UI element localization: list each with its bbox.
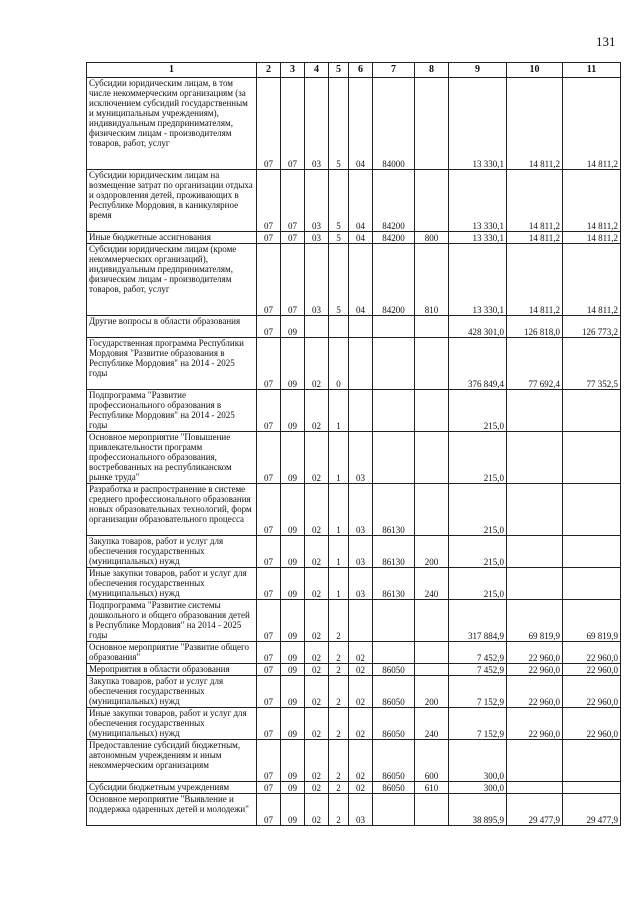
column-header-7: 7: [373, 63, 415, 78]
cell-program: 02: [305, 432, 329, 484]
cell-program: 02: [305, 664, 329, 676]
cell-program: 03: [305, 232, 329, 244]
cell-amount-2025: 22 960,0: [563, 676, 621, 708]
row-description: Мероприятия в области образования: [87, 664, 257, 676]
row-description: Закупка товаров, работ и услуг для обеспечения государственных (муниципальных) нужд: [87, 536, 257, 568]
cell-amount-2023: 13 330,1: [449, 232, 507, 244]
cell-measure: 02: [349, 782, 373, 794]
cell-subsection: 09: [281, 338, 305, 390]
cell-expense-type: [415, 170, 449, 232]
cell-expense-type: [415, 600, 449, 642]
cell-section: 07: [257, 338, 281, 390]
cell-section: 07: [257, 536, 281, 568]
cell-amount-2025: 22 960,0: [563, 642, 621, 664]
cell-subprogram: 2: [329, 642, 349, 664]
header-row: [87, 63, 621, 78]
cell-program: 02: [305, 676, 329, 708]
cell-amount-2024: [507, 484, 563, 536]
cell-target-item: [373, 316, 415, 338]
cell-subsection: 09: [281, 708, 305, 740]
cell-target-item: 86130: [373, 484, 415, 536]
table-row: [87, 244, 621, 316]
table-row: [87, 740, 621, 782]
cell-expense-type: [415, 338, 449, 390]
cell-target-item: 86050: [373, 708, 415, 740]
cell-measure: [349, 600, 373, 642]
table-row: [87, 642, 621, 664]
column-header-5: 5: [329, 63, 349, 78]
cell-section: 07: [257, 782, 281, 794]
table-row: [87, 568, 621, 600]
cell-subsection: 09: [281, 316, 305, 338]
column-header-8: 8: [415, 63, 449, 78]
cell-measure: 03: [349, 568, 373, 600]
row-description: Закупка товаров, работ и услуг для обеспечения государственных (муниципальных) нужд: [87, 676, 257, 708]
cell-subprogram: 1: [329, 432, 349, 484]
cell-amount-2025: [563, 484, 621, 536]
cell-program: 02: [305, 642, 329, 664]
row-description: Иные бюджетные ассигнования: [87, 232, 257, 244]
cell-target-item: [373, 794, 415, 826]
column-header-10: 10: [507, 63, 563, 78]
cell-subsection: 09: [281, 794, 305, 826]
cell-amount-2025: [563, 432, 621, 484]
row-description: Основное мероприятие "Выявление и поддержка одаренных детей и молодежи": [87, 794, 257, 826]
cell-subsection: 09: [281, 782, 305, 794]
cell-program: 03: [305, 78, 329, 170]
cell-program: 02: [305, 484, 329, 536]
cell-amount-2024: 14 811,2: [507, 78, 563, 170]
cell-program: 02: [305, 600, 329, 642]
cell-target-item: [373, 642, 415, 664]
cell-subprogram: [329, 316, 349, 338]
cell-section: 07: [257, 600, 281, 642]
cell-measure: 04: [349, 244, 373, 316]
cell-amount-2025: 126 773,2: [563, 316, 621, 338]
cell-expense-type: [415, 642, 449, 664]
cell-target-item: 86050: [373, 664, 415, 676]
table-row: [87, 536, 621, 568]
cell-expense-type: [415, 316, 449, 338]
cell-amount-2024: [507, 390, 563, 432]
cell-measure: 04: [349, 170, 373, 232]
cell-subsection: 09: [281, 600, 305, 642]
row-description: Основное мероприятие "Повышение привлекательности программ профессионального образования, востребованных на республиканском рынке труда": [87, 432, 257, 484]
cell-subsection: 09: [281, 432, 305, 484]
cell-amount-2025: 14 811,2: [563, 244, 621, 316]
cell-section: 07: [257, 664, 281, 676]
cell-subprogram: 5: [329, 232, 349, 244]
cell-amount-2024: 29 477,9: [507, 794, 563, 826]
cell-expense-type: [415, 794, 449, 826]
cell-target-item: [373, 390, 415, 432]
cell-measure: 04: [349, 78, 373, 170]
cell-target-item: 84000: [373, 78, 415, 170]
cell-amount-2023: 300,0: [449, 740, 507, 782]
cell-subsection: 09: [281, 536, 305, 568]
row-description: Иные закупки товаров, работ и услуг для обеспечения государственных (муниципальных) нужд: [87, 568, 257, 600]
cell-section: 07: [257, 390, 281, 432]
cell-expense-type: 200: [415, 676, 449, 708]
row-description: Другие вопросы в области образования: [87, 316, 257, 338]
cell-section: 07: [257, 740, 281, 782]
budget-table: [86, 62, 621, 826]
cell-target-item: 86050: [373, 740, 415, 782]
cell-target-item: 86130: [373, 536, 415, 568]
cell-amount-2024: 22 960,0: [507, 676, 563, 708]
cell-target-item: [373, 600, 415, 642]
cell-section: 07: [257, 78, 281, 170]
cell-amount-2025: [563, 390, 621, 432]
cell-expense-type: 600: [415, 740, 449, 782]
cell-expense-type: [415, 484, 449, 536]
cell-subprogram: 2: [329, 794, 349, 826]
cell-program: 02: [305, 568, 329, 600]
cell-amount-2023: 7 152,9: [449, 708, 507, 740]
cell-subsection: 07: [281, 244, 305, 316]
cell-amount-2025: [563, 568, 621, 600]
cell-amount-2025: 22 960,0: [563, 664, 621, 676]
cell-subprogram: 1: [329, 568, 349, 600]
cell-expense-type: [415, 664, 449, 676]
cell-subprogram: 2: [329, 676, 349, 708]
cell-amount-2024: [507, 536, 563, 568]
table-row: [87, 676, 621, 708]
cell-amount-2023: 215,0: [449, 568, 507, 600]
cell-subsection: 09: [281, 676, 305, 708]
row-description: Субсидии бюджетным учреждениям: [87, 782, 257, 794]
cell-target-item: 84200: [373, 232, 415, 244]
cell-amount-2023: 317 884,9: [449, 600, 507, 642]
cell-amount-2023: 215,0: [449, 390, 507, 432]
cell-amount-2023: 13 330,1: [449, 244, 507, 316]
cell-target-item: 86050: [373, 782, 415, 794]
cell-amount-2023: 7 152,9: [449, 676, 507, 708]
cell-amount-2024: 126 818,0: [507, 316, 563, 338]
table-row: [87, 232, 621, 244]
cell-amount-2024: 14 811,2: [507, 232, 563, 244]
row-description: Субсидии юридическим лицам, в том числе некоммерческим организациям (за исключением субсидий государственным и муниципальным учреждениям), индивидуальным предпринимателям, физическим лицам - производителям товаров, работ, услуг: [87, 78, 257, 170]
table-row: [87, 708, 621, 740]
cell-measure: 02: [349, 642, 373, 664]
cell-subprogram: 2: [329, 740, 349, 782]
cell-subsection: 09: [281, 390, 305, 432]
table-row: [87, 432, 621, 484]
cell-program: 02: [305, 740, 329, 782]
row-description: Основное мероприятие "Развитие общего образования": [87, 642, 257, 664]
cell-amount-2023: 38 895,9: [449, 794, 507, 826]
cell-measure: 02: [349, 708, 373, 740]
table-row: [87, 338, 621, 390]
cell-program: [305, 316, 329, 338]
cell-target-item: 86130: [373, 568, 415, 600]
cell-amount-2024: 14 811,2: [507, 170, 563, 232]
cell-section: 07: [257, 642, 281, 664]
column-header-3: 3: [281, 63, 305, 78]
cell-measure: 03: [349, 536, 373, 568]
cell-amount-2024: 22 960,0: [507, 708, 563, 740]
cell-amount-2025: 14 811,2: [563, 232, 621, 244]
cell-target-item: [373, 338, 415, 390]
column-header-4: 4: [305, 63, 329, 78]
cell-section: 07: [257, 568, 281, 600]
cell-subprogram: 5: [329, 170, 349, 232]
table-row: [87, 390, 621, 432]
cell-subsection: 07: [281, 232, 305, 244]
cell-program: 02: [305, 782, 329, 794]
cell-measure: [349, 338, 373, 390]
cell-expense-type: 800: [415, 232, 449, 244]
cell-amount-2025: 69 819,9: [563, 600, 621, 642]
cell-section: 07: [257, 676, 281, 708]
cell-amount-2023: 215,0: [449, 432, 507, 484]
cell-amount-2025: [563, 536, 621, 568]
cell-subprogram: 5: [329, 78, 349, 170]
cell-subprogram: 1: [329, 484, 349, 536]
cell-section: 07: [257, 316, 281, 338]
table-row: [87, 664, 621, 676]
cell-subsection: 09: [281, 740, 305, 782]
cell-section: 07: [257, 432, 281, 484]
cell-program: 02: [305, 536, 329, 568]
cell-program: 02: [305, 390, 329, 432]
cell-amount-2025: [563, 782, 621, 794]
cell-expense-type: 200: [415, 536, 449, 568]
cell-section: 07: [257, 244, 281, 316]
cell-subsection: 09: [281, 664, 305, 676]
cell-amount-2025: [563, 740, 621, 782]
cell-subsection: 09: [281, 484, 305, 536]
cell-amount-2023: 13 330,1: [449, 170, 507, 232]
cell-amount-2023: 13 330,1: [449, 78, 507, 170]
cell-subprogram: 1: [329, 536, 349, 568]
column-header-1: 1: [87, 63, 257, 78]
cell-measure: 03: [349, 484, 373, 536]
cell-program: 02: [305, 338, 329, 390]
row-description: Предоставление субсидий бюджетным, автономным учреждениям и иным некоммерческим организациям: [87, 740, 257, 782]
cell-target-item: 84200: [373, 244, 415, 316]
table-row: [87, 794, 621, 826]
cell-expense-type: 240: [415, 568, 449, 600]
cell-amount-2023: 215,0: [449, 536, 507, 568]
cell-amount-2023: 428 301,0: [449, 316, 507, 338]
cell-subprogram: 5: [329, 244, 349, 316]
cell-measure: 02: [349, 740, 373, 782]
cell-section: 07: [257, 170, 281, 232]
cell-measure: 04: [349, 232, 373, 244]
cell-program: 03: [305, 170, 329, 232]
cell-amount-2024: 69 819,9: [507, 600, 563, 642]
cell-amount-2023: 300,0: [449, 782, 507, 794]
cell-amount-2025: 14 811,2: [563, 78, 621, 170]
cell-subprogram: 2: [329, 708, 349, 740]
column-header-9: 9: [449, 63, 507, 78]
cell-measure: 03: [349, 432, 373, 484]
cell-subsection: 09: [281, 568, 305, 600]
cell-subprogram: 0: [329, 338, 349, 390]
cell-expense-type: [415, 432, 449, 484]
cell-expense-type: 810: [415, 244, 449, 316]
cell-amount-2024: [507, 782, 563, 794]
cell-expense-type: [415, 78, 449, 170]
cell-amount-2025: 22 960,0: [563, 708, 621, 740]
cell-measure: 03: [349, 794, 373, 826]
cell-amount-2025: 14 811,2: [563, 170, 621, 232]
cell-subprogram: 2: [329, 782, 349, 794]
cell-measure: [349, 390, 373, 432]
page-number: 131: [596, 34, 616, 49]
column-header-11: 11: [563, 63, 621, 78]
cell-section: 07: [257, 708, 281, 740]
cell-program: 02: [305, 708, 329, 740]
table-row: [87, 484, 621, 536]
table-row: [87, 170, 621, 232]
cell-amount-2023: 376 849,4: [449, 338, 507, 390]
cell-subprogram: 2: [329, 600, 349, 642]
table-row: [87, 316, 621, 338]
cell-target-item: 84200: [373, 170, 415, 232]
cell-amount-2024: [507, 432, 563, 484]
row-description: Субсидии юридическим лицам на возмещение затрат по организации отдыха и оздоровления детей, проживающих в Республике Мордовия, в каникулярное время: [87, 170, 257, 232]
cell-target-item: [373, 432, 415, 484]
cell-amount-2025: 77 352,5: [563, 338, 621, 390]
row-description: Разработка и распространение в системе среднего профессионального образования новых образовательных технологий, форм организации образовательного процесса: [87, 484, 257, 536]
row-description: Субсидии юридическим лицам (кроме некоммерческих организаций), индивидуальным предпринимателям, физическим лицам - производителям товаров, работ, услуг: [87, 244, 257, 316]
cell-subsection: 09: [281, 642, 305, 664]
cell-subsection: 07: [281, 78, 305, 170]
row-description: Иные закупки товаров, работ и услуг для обеспечения государственных (муниципальных) нужд: [87, 708, 257, 740]
cell-section: 07: [257, 794, 281, 826]
cell-amount-2024: [507, 740, 563, 782]
row-description: Подпрограмма "Развитие профессионального образования в Республике Мордовия" на 2014 - 2025 годы: [87, 390, 257, 432]
cell-target-item: 86050: [373, 676, 415, 708]
cell-measure: [349, 316, 373, 338]
column-header-2: 2: [257, 63, 281, 78]
cell-amount-2023: 7 452,9: [449, 664, 507, 676]
column-header-6: 6: [349, 63, 373, 78]
row-description: Подпрограмма "Развитие системы дошкольного и общего образования детей в Республике Мордовия" на 2014 - 2025 годы: [87, 600, 257, 642]
cell-subsection: 07: [281, 170, 305, 232]
cell-subprogram: 1: [329, 390, 349, 432]
row-description: Государственная программа Республики Мордовия "Развитие образования в Республике Мордовия" на 2014 - 2025 годы: [87, 338, 257, 390]
cell-amount-2023: 7 452,9: [449, 642, 507, 664]
cell-amount-2024: [507, 568, 563, 600]
cell-program: 02: [305, 794, 329, 826]
cell-amount-2024: 22 960,0: [507, 642, 563, 664]
cell-amount-2024: 22 960,0: [507, 664, 563, 676]
cell-expense-type: 610: [415, 782, 449, 794]
cell-measure: 02: [349, 676, 373, 708]
cell-amount-2023: 215,0: [449, 484, 507, 536]
cell-amount-2025: 29 477,9: [563, 794, 621, 826]
table-row: [87, 782, 621, 794]
cell-subprogram: 2: [329, 664, 349, 676]
cell-section: 07: [257, 232, 281, 244]
table-row: [87, 600, 621, 642]
cell-expense-type: 240: [415, 708, 449, 740]
cell-program: 03: [305, 244, 329, 316]
cell-section: 07: [257, 484, 281, 536]
cell-amount-2024: 77 692,4: [507, 338, 563, 390]
cell-expense-type: [415, 390, 449, 432]
cell-amount-2024: 14 811,2: [507, 244, 563, 316]
table-row: [87, 78, 621, 170]
cell-measure: 02: [349, 664, 373, 676]
